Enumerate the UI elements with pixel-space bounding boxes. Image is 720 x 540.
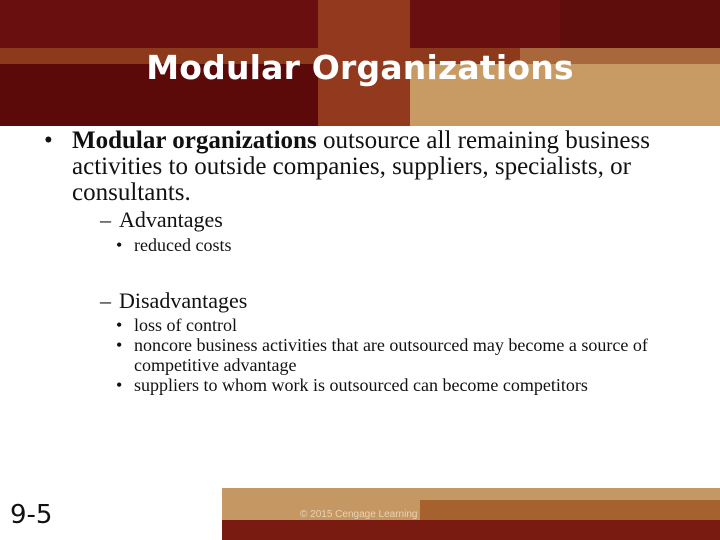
main-bullet: [44, 128, 684, 206]
main-bullet-term: Modular organizations: [72, 127, 317, 154]
disadvantage-text: suppliers to whom work is outsourced can become competitors: [134, 375, 588, 395]
header-banner: [0, 0, 720, 126]
advantages-list: [116, 235, 676, 255]
disadvantage-text: noncore business activities that are outsourced may become a source of competitive advantage: [134, 335, 648, 375]
advantages-label: Advantages: [119, 207, 223, 232]
bullet-marker: •: [116, 315, 123, 335]
bullet-marker: •: [44, 127, 53, 154]
list-item: [116, 375, 676, 395]
header-dark-corner: [560, 0, 720, 48]
copyright-notice: © 2015 Cengage Learning: [300, 509, 418, 520]
disadvantages-heading: [100, 289, 247, 313]
bullet-marker: •: [116, 375, 123, 395]
advantages-heading: [100, 208, 223, 232]
slide-title: Modular Organizations: [146, 48, 574, 87]
bullet-marker: •: [116, 235, 123, 255]
dash-marker: –: [100, 207, 111, 232]
main-bullet-text: [44, 128, 684, 206]
list-item: [116, 335, 676, 375]
bullet-marker: •: [116, 335, 123, 355]
footer-dark-block: [222, 520, 720, 540]
disadvantage-text: loss of control: [134, 315, 237, 335]
disadvantages-list: [116, 315, 676, 395]
main-bullet-body: outsource all remaining business activities to outside companies, suppliers, specialists, or consultants.: [72, 127, 650, 206]
page-number: 9-5: [10, 500, 53, 530]
list-item: [116, 315, 676, 335]
advantage-text: reduced costs: [134, 235, 232, 255]
list-item: [116, 235, 676, 255]
footer-step-block: [420, 500, 720, 520]
dash-marker: –: [100, 288, 111, 313]
disadvantages-label: Disadvantages: [119, 288, 248, 313]
